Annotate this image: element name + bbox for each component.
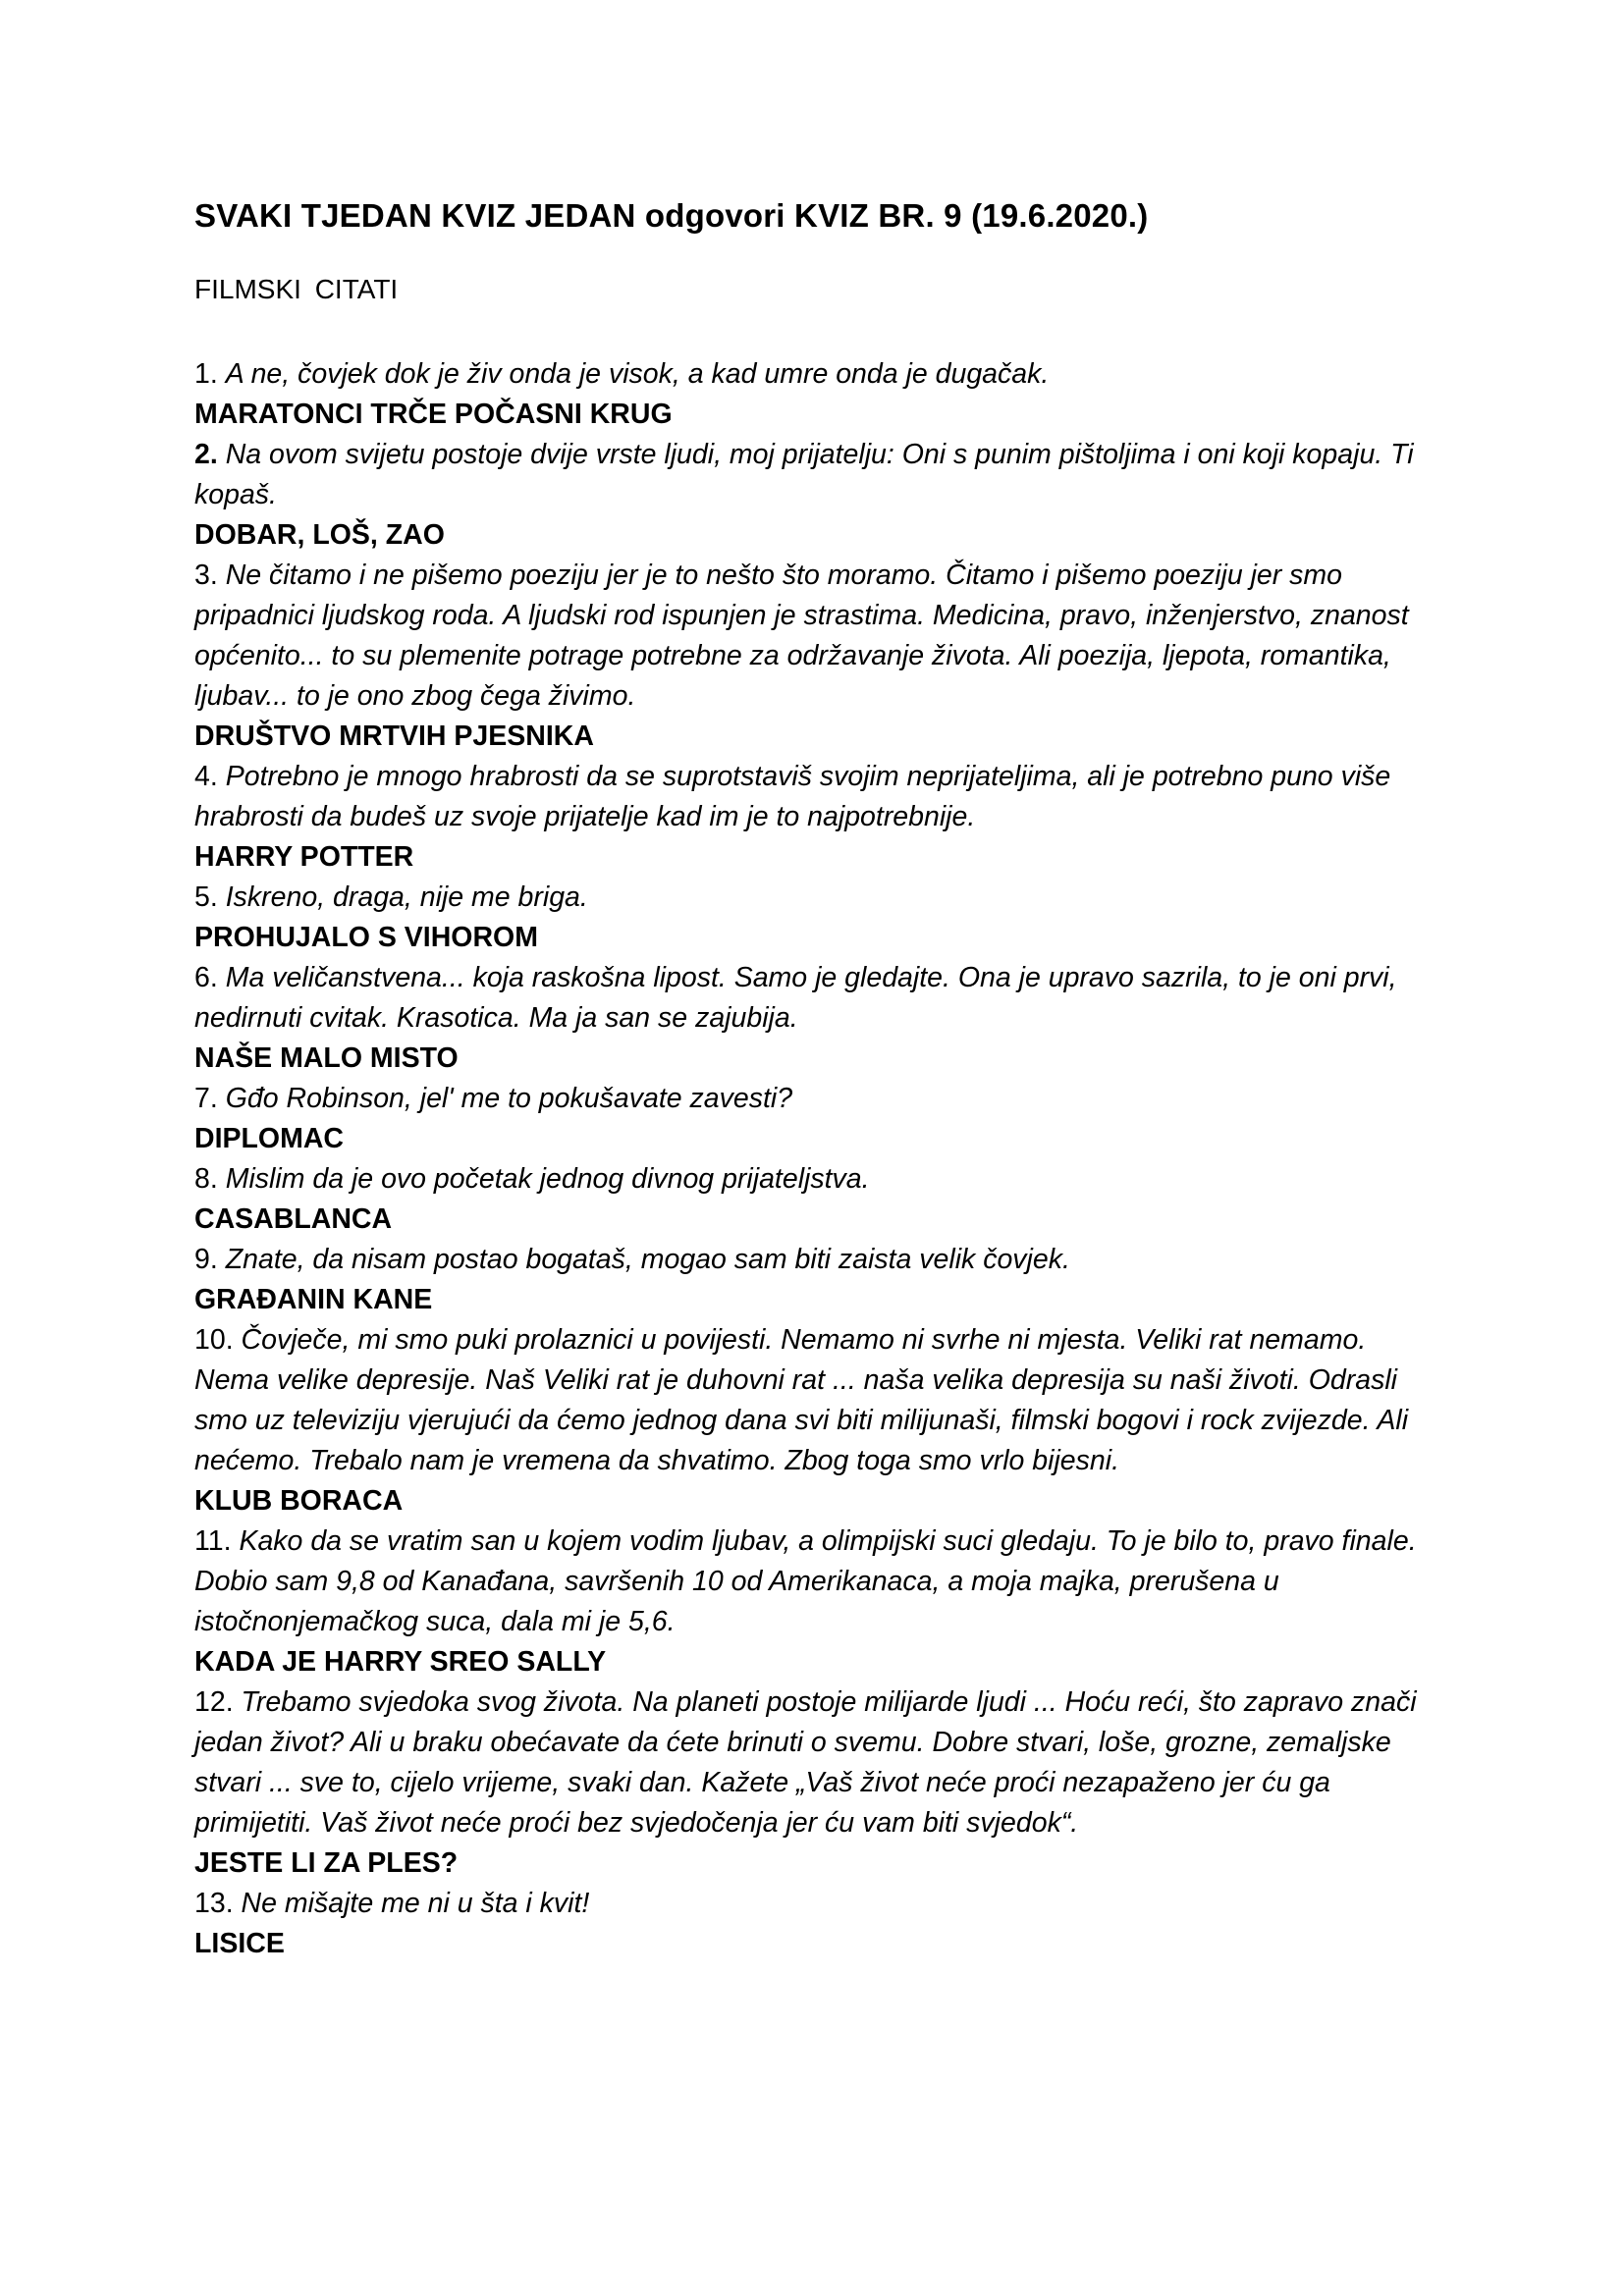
- item-number: 7.: [194, 1083, 218, 1114]
- quote: [194, 1884, 1441, 1924]
- section-heading: FILMSKI CITATI: [194, 274, 399, 304]
- answer: CASABLANCA: [194, 1203, 393, 1235]
- quote-text: Gđo Robinson, jel' me to pokušavate zavesti?: [225, 1083, 793, 1114]
- quiz-item: [194, 958, 1441, 1079]
- answer: JESTE LI ZA PLES?: [194, 1847, 459, 1879]
- item-number: 8.: [194, 1163, 218, 1195]
- quote: [194, 1682, 1441, 1843]
- item-number: 9.: [194, 1244, 218, 1275]
- item-number: 1.: [194, 358, 218, 390]
- quote-text: Kako da se vratim san u kojem vodim ljubav, a olimpijski suci gledaju. To je bilo to, pravo finale. Dobio sam 9,8 od Kanađana, savršenih 10 od Amerikanaca, a moja majka, prerušena u istočnonjemačkog suca, dala mi je 5,6.: [194, 1525, 1417, 1637]
- quote: [194, 757, 1441, 837]
- quote: [194, 1320, 1441, 1481]
- item-number: 12.: [194, 1686, 234, 1718]
- document-title: SVAKI TJEDAN KVIZ JEDAN odgovori KVIZ BR. 9 (19.6.2020.): [194, 197, 1149, 234]
- quiz-item: [194, 1159, 1441, 1240]
- quote: [194, 435, 1441, 515]
- item-number: 11.: [194, 1525, 232, 1557]
- quote: [194, 1240, 1441, 1280]
- item-number: 6.: [194, 962, 218, 993]
- quote: [194, 878, 1441, 918]
- quote-text: Potrebno je mnogo hrabrosti da se suprotstaviš svojim neprijateljima, ali je potrebno puno više hrabrosti da budeš uz svoje prijatelje kad im je to najpotrebnije.: [194, 761, 1391, 832]
- quote-text: Čovječe, mi smo puki prolaznici u povijesti. Nemamo ni svrhe ni mjesta. Veliki rat nemamo. Nema velike depresije. Naš Veliki rat je duhovni rat ... naša velika depresija su naši životi. Odrasli smo uz televiziju vjerujući da ćemo jednog dana svi biti milijunaši, filmski bogovi i rock zvijezde. Ali nećemo. Trebalo nam je vremena da shvatimo. Zbog toga smo vrlo bijesni.: [194, 1324, 1409, 1476]
- answer: KLUB BORACA: [194, 1485, 404, 1517]
- item-number: 13.: [194, 1888, 234, 1919]
- quiz-item: [194, 435, 1441, 556]
- quiz-item: [194, 1884, 1441, 1964]
- answer: KADA JE HARRY SREO SALLY: [194, 1646, 607, 1678]
- quote-text: Ne čitamo i ne pišemo poeziju jer je to nešto što moramo. Čitamo i pišemo poeziju jer smo pripadnici ljudskog roda. A ljudski rod ispunjen je strastima. Medicina, pravo, inženjerstvo, znanost općenito... to su plemenite potrage potrebne za održavanje života. Ali poezija, ljepota, romantika, ljubav... to je ono zbog čega živimo.: [194, 560, 1409, 712]
- quiz-item: [194, 757, 1441, 878]
- quiz-item: [194, 354, 1441, 435]
- item-number: 10.: [194, 1324, 234, 1356]
- item-number: 4.: [194, 761, 218, 792]
- quiz-items: [194, 354, 1441, 1964]
- quiz-item: [194, 1240, 1441, 1320]
- answer: NAŠE MALO MISTO: [194, 1042, 459, 1074]
- quote-text: Mislim da je ovo početak jednog divnog prijateljstva.: [225, 1163, 870, 1195]
- quote: [194, 1522, 1441, 1642]
- quiz-item: [194, 556, 1441, 757]
- document-page: [194, 196, 1441, 1964]
- quiz-item: [194, 1682, 1441, 1884]
- quote: [194, 1079, 1441, 1119]
- quiz-item: [194, 1320, 1441, 1522]
- quote: [194, 354, 1441, 395]
- quiz-item: [194, 878, 1441, 958]
- answer: PROHUJALO S VIHOROM: [194, 922, 538, 953]
- quote: [194, 556, 1441, 717]
- quote-text: Ma veličanstvena... koja raskošna lipost. Samo je gledajte. Ona je upravo sazrila, to je oni prvi, nedirnuti cvitak. Krasotica. Ma ja san se zajubija.: [194, 962, 1397, 1034]
- answer: DIPLOMAC: [194, 1123, 344, 1154]
- answer: HARRY POTTER: [194, 841, 414, 873]
- item-number: 3.: [194, 560, 218, 591]
- answer: GRAĐANIN KANE: [194, 1284, 433, 1315]
- quote-text: Trebamo svjedoka svog života. Na planeti postoje milijarde ljudi ... Hoću reći, što zapravo znači jedan život? Ali u braku obećavate da ćete brinuti o svemu. Dobre stvari, loše, grozne, zemaljske stvari ... sve to, cijelo vrijeme, svaki dan. Kažete „Vaš život neće proći nezapaženo jer ću ga primijetiti. Vaš život neće proći bez svjedočenja jer ću vam biti svjedok“.: [194, 1686, 1417, 1839]
- quote-text: Iskreno, draga, nije me briga.: [225, 881, 588, 913]
- quote-text: A ne, čovjek dok je živ onda je visok, a kad umre onda je dugačak.: [225, 358, 1050, 390]
- quote: [194, 958, 1441, 1039]
- quote-text: Znate, da nisam postao bogataš, mogao sam biti zaista velik čovjek.: [225, 1244, 1070, 1275]
- answer: DRUŠTVO MRTVIH PJESNIKA: [194, 721, 594, 752]
- answer: DOBAR, LOŠ, ZAO: [194, 519, 445, 551]
- answer: MARATONCI TRČE POČASNI KRUG: [194, 399, 673, 430]
- quiz-item: [194, 1079, 1441, 1159]
- answer: LISICE: [194, 1928, 285, 1959]
- quote-text: Ne mišajte me ni u šta i kvit!: [241, 1888, 590, 1919]
- item-number: 2.: [194, 439, 218, 470]
- item-number: 5.: [194, 881, 218, 913]
- quiz-item: [194, 1522, 1441, 1682]
- quote-text: Na ovom svijetu postoje dvije vrste ljudi, moj prijatelju: Oni s punim pištoljima i oni koji kopaju. Ti kopaš.: [194, 439, 1414, 510]
- quote: [194, 1159, 1441, 1200]
